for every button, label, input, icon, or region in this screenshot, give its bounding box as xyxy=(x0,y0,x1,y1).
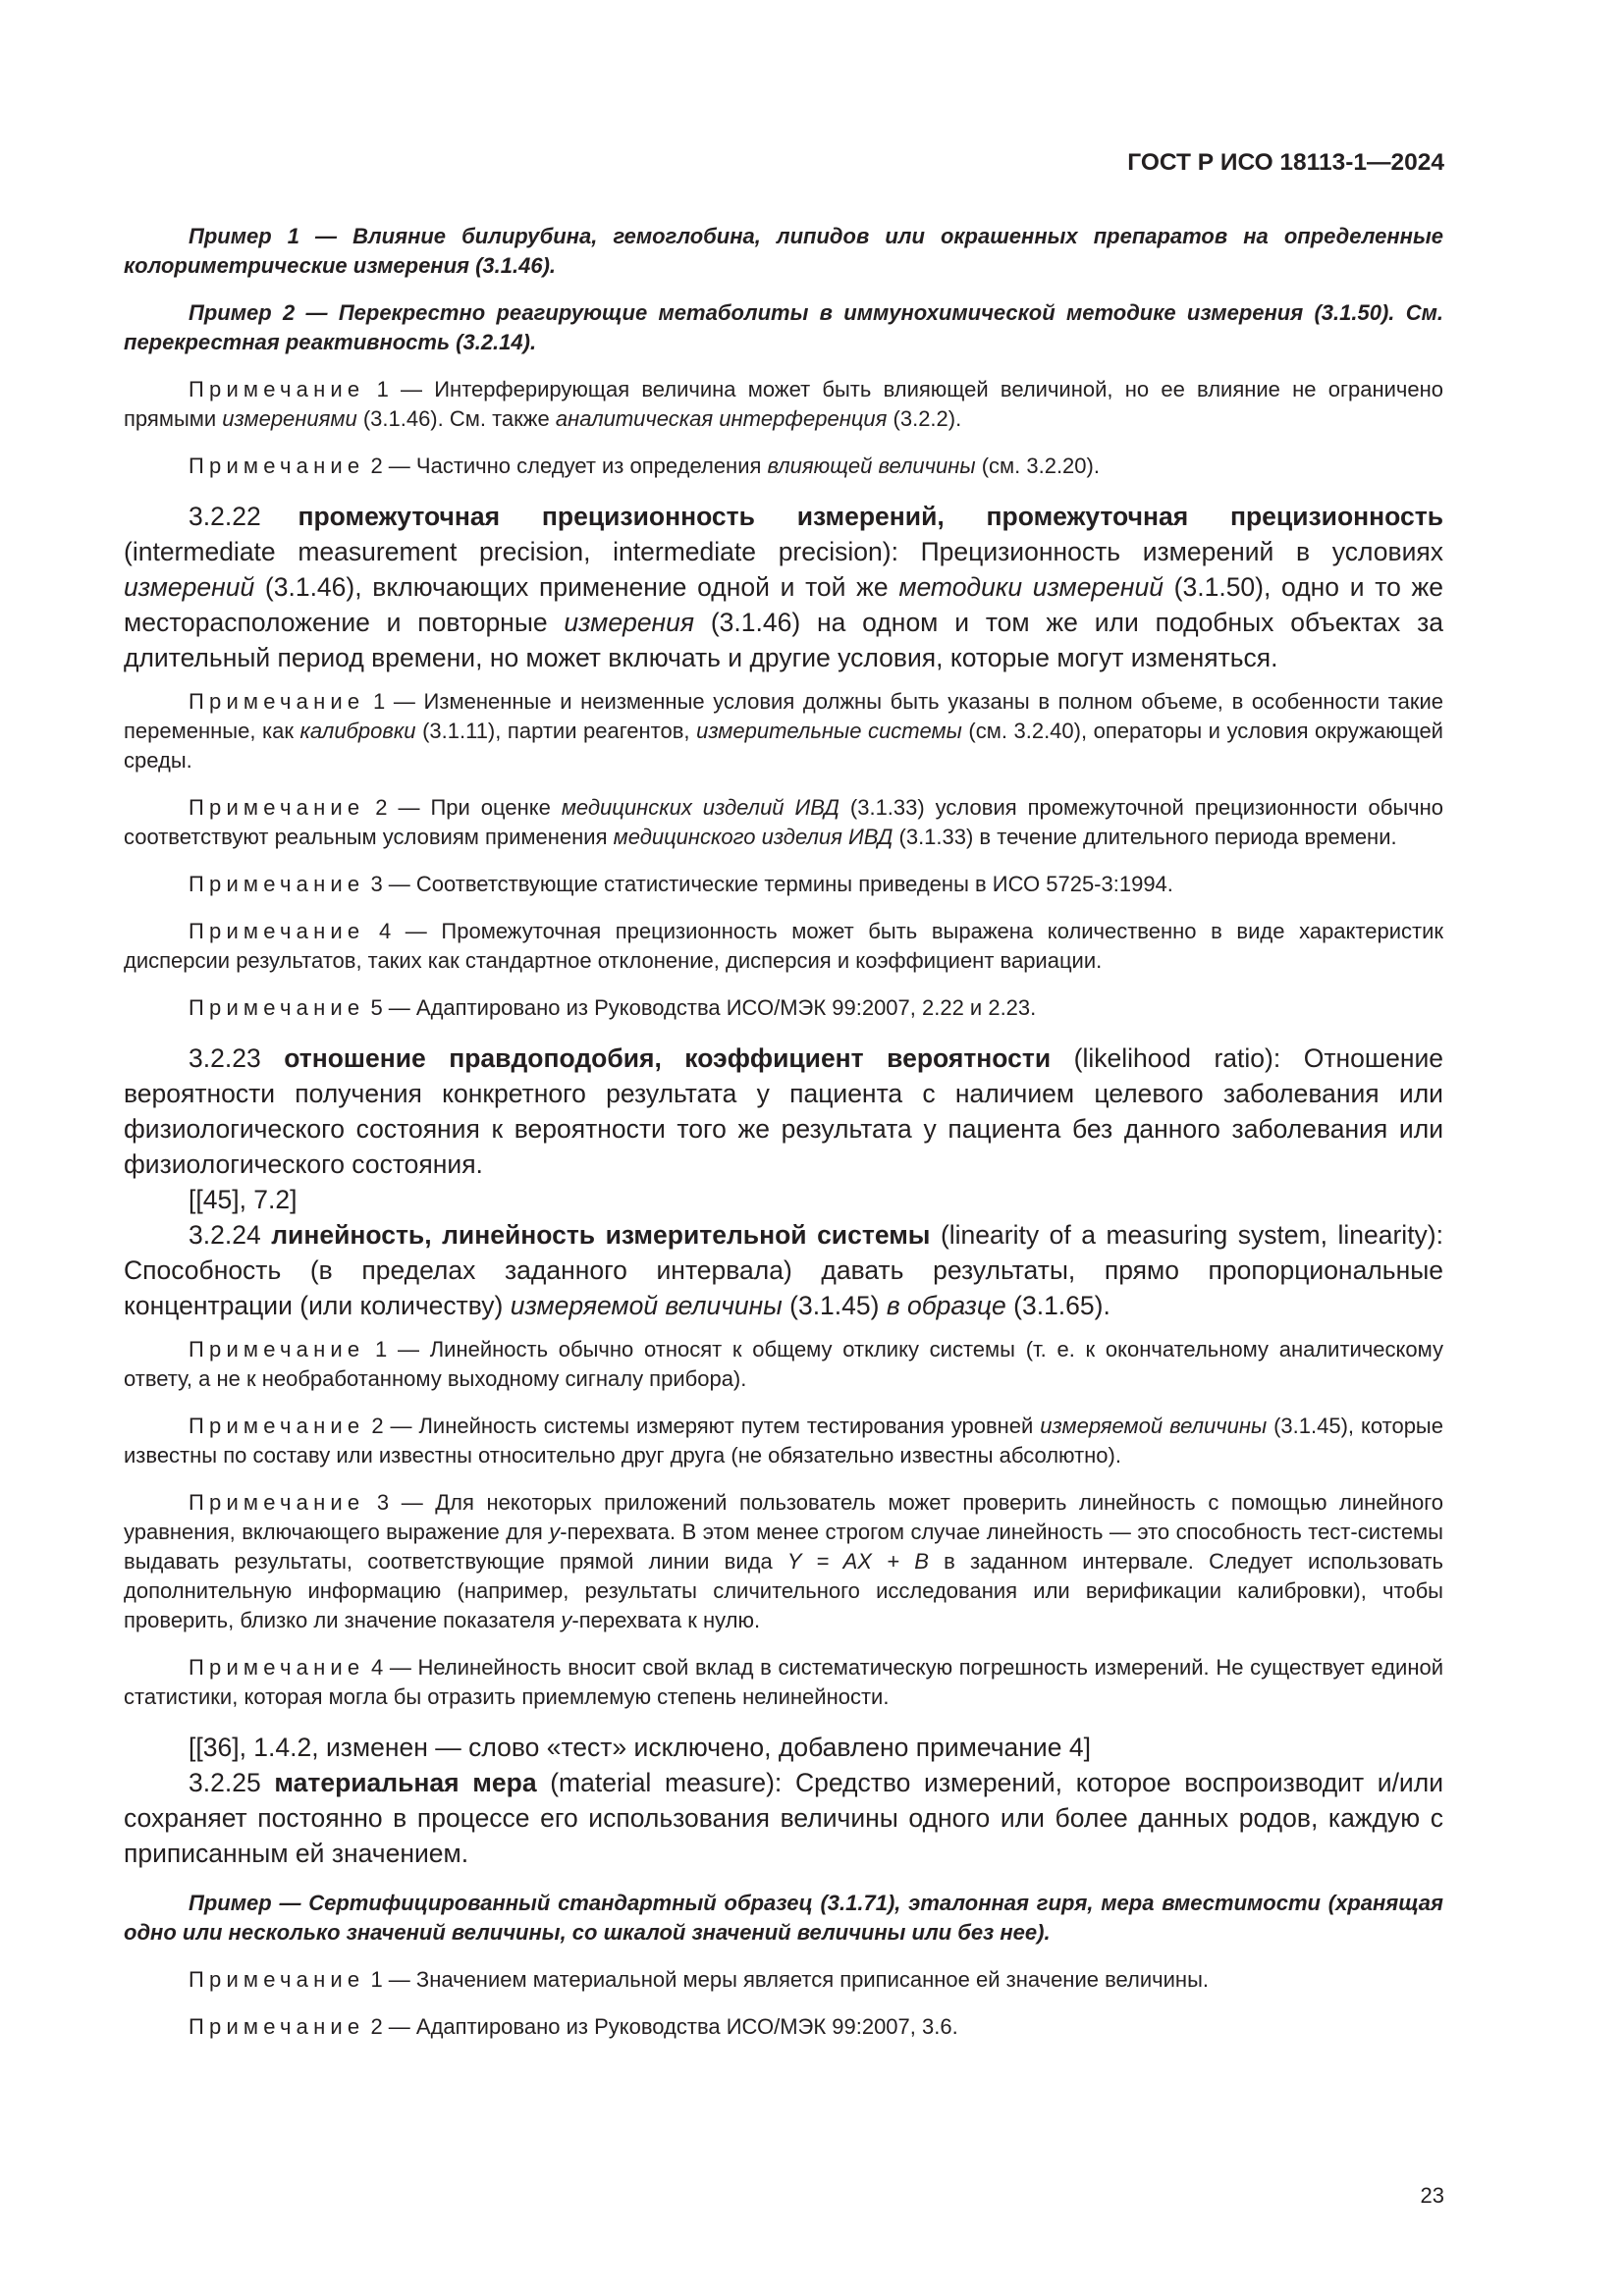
text-run: 1 — Интерферирующая величина может быть влияющей величиной, но ее влияние не ограничено прямыми xyxy=(124,377,1443,431)
text-run: 1 — Линейность обычно относят к общему отклику системы (т. е. к окончательному аналитическому ответу, а не к необработанному выходному сигналу прибора). xyxy=(124,1337,1443,1391)
text-run: (3.1.33) условия промежуточной прецизионности обычно соответствуют реальным условиям применения xyxy=(124,795,1443,849)
text-run: (3.1.11), партии реагентов, xyxy=(415,719,697,743)
text-run: Примечание xyxy=(189,377,365,401)
text-run: линейность, линейность измерительной системы xyxy=(271,1220,931,1250)
note-paragraph-n10 xyxy=(124,1488,1443,1635)
text-run: Y = AX + B xyxy=(786,1549,929,1574)
text-run: измеряемой величины xyxy=(510,1291,783,1320)
note-paragraph-n5 xyxy=(124,870,1443,899)
text-run: (3.1.50), одно и то же месторасположение и повторные xyxy=(124,572,1443,637)
note-paragraph-n13 xyxy=(124,2012,1443,2042)
text-run: 3.2.22 xyxy=(189,502,298,531)
note-paragraph-n2 xyxy=(124,452,1443,481)
text-run: 3.2.25 xyxy=(189,1768,275,1797)
text-run: 3 — Соответствующие статистические термины приведены в ИСО 5725-3:1994. xyxy=(364,872,1173,896)
note-paragraph-n1 xyxy=(124,375,1443,434)
text-run: Примечание xyxy=(189,795,365,820)
text-run: (3.1.65). xyxy=(1005,1291,1110,1320)
text-run: в заданном интервале. Следует использовать дополнительную информацию (например, результаты сличительного исследования или верификации калибровки), чтобы проверить, близко ли значение показателя xyxy=(124,1549,1443,1632)
text-run: y xyxy=(549,1520,561,1544)
text-run: (3.2.2). xyxy=(887,406,962,431)
text-run: 2 — Адаптировано из Руководства ИСО/МЭК 99:2007, 3.6. xyxy=(364,2014,958,2039)
text-run: измерений xyxy=(124,572,255,602)
text-run: (3.1.45), которые известны по составу или известны относительно друг друга (не обязательно известны абсолютно). xyxy=(124,1414,1443,1468)
text-run: Примечание xyxy=(189,1967,365,1992)
text-run: (см. 3.2.40), операторы и условия окружающей среды. xyxy=(124,719,1443,773)
text-run: Примечание xyxy=(189,1414,365,1438)
text-run: Пример — Сертифицированный стандартный образец (3.1.71), эталонная гиря, мера вместимости (хранящая одно или несколько значений величины, со шкалой значений величины или без нее). xyxy=(124,1891,1443,1945)
text-run: 2 — Частично следует из определения xyxy=(364,454,768,478)
text-run: Примечание xyxy=(189,689,365,714)
term-paragraph-r2 xyxy=(124,1730,1443,1765)
text-run: -перехвата. В этом менее строгом случае линейность — это способность тест-системы выдавать результаты, соответствующие прямой линии вида xyxy=(124,1520,1443,1574)
text-run: Примечание xyxy=(189,1655,365,1680)
text-run: 5 — Адаптировано из Руководства ИСО/МЭК 99:2007, 2.22 и 2.23. xyxy=(364,995,1037,1020)
text-run: (3.1.46), включающих применение одной и той же xyxy=(254,572,899,602)
text-run: Пример 1 — Влияние билирубина, гемоглобина, липидов или окрашенных препаратов на определенные колориметрические измерения (3.1.46). xyxy=(124,224,1443,278)
text-run: Примечание xyxy=(189,1337,365,1362)
text-run: в образце xyxy=(886,1291,1006,1320)
text-run: материальная мера xyxy=(274,1768,537,1797)
text-run: отношение правдоподобия, коэффициент вероятности xyxy=(284,1043,1052,1073)
text-run: калибровки xyxy=(299,719,416,743)
text-run: измерительные системы xyxy=(696,719,962,743)
text-run: 1 — Значением материальной меры является приписанное ей значение величины. xyxy=(364,1967,1209,1992)
term-paragraph-t3223 xyxy=(124,1041,1443,1182)
text-run: Примечание xyxy=(189,454,365,478)
note-paragraph-n9 xyxy=(124,1412,1443,1470)
note-paragraph-n4 xyxy=(124,793,1443,852)
text-run: [[36], 1.4.2, изменен — слово «тест» исключено, добавлено примечание 4] xyxy=(189,1733,1091,1762)
note-paragraph-n11 xyxy=(124,1653,1443,1712)
term-paragraph-r1 xyxy=(124,1182,1443,1217)
text-run: медицинского изделия ИВД xyxy=(613,825,893,849)
text-run: y xyxy=(561,1608,572,1632)
example-paragraph-ex2 xyxy=(124,298,1443,357)
text-run: Примечание xyxy=(189,1490,365,1515)
text-run: (material measure): Средство измерений, которое воспроизводит и/или сохраняет постоянно в процессе его использования величины одного или более данных родов, каждую с приписанным ей значением. xyxy=(124,1768,1443,1868)
text-run: Примечание xyxy=(189,995,365,1020)
text-run: (linearity of a measuring system, linearity): Способность (в пределах заданного интервала) давать результаты, прямо пропорциональные концентрации (или количеству) xyxy=(124,1220,1443,1320)
page-number: 23 xyxy=(1420,2183,1444,2208)
text-run: 3 — Для некоторых приложений пользователь может проверить линейность с помощью линейного уравнения, включающего выражение для xyxy=(124,1490,1443,1544)
example-paragraph-ex3 xyxy=(124,1889,1443,1948)
text-run: 2 — Линейность системы измеряют путем тестирования уровней xyxy=(364,1414,1041,1438)
standard-code: ГОСТ Р ИСО 18113-1—2024 xyxy=(1127,149,1444,176)
note-paragraph-n6 xyxy=(124,917,1443,976)
note-paragraph-n3 xyxy=(124,687,1443,775)
text-run: (likelihood ratio): Отношение вероятности получения конкретного результата у пациента с наличием целевого заболевания или физиологического состояния к вероятности того же результата у пациента без данного заболевания или физиологического состояния. xyxy=(124,1043,1444,1179)
text-run: 2 — При оценке xyxy=(364,795,562,820)
text-run: (3.1.45) xyxy=(782,1291,887,1320)
text-run: [[45], 7.2] xyxy=(189,1185,298,1214)
text-run: 4 — Промежуточная прецизионность может быть выражена количественно в виде характеристик дисперсии результатов, таких как стандартное отклонение, дисперсия и коэффициент вариации. xyxy=(124,919,1443,973)
text-run: промежуточная прецизионность измерений, промежуточная прецизионность xyxy=(298,502,1443,531)
text-run: 3.2.23 xyxy=(189,1043,285,1073)
example-paragraph-ex1 xyxy=(124,222,1443,281)
text-run: (3.1.46). См. также xyxy=(356,406,556,431)
text-run: медицинских изделий ИВД xyxy=(561,795,839,820)
text-run: (3.1.46) на одном и том же или подобных объектах за длительный период времени, но может включать и другие условия, которые могут изменяться. xyxy=(124,608,1443,672)
note-paragraph-n8 xyxy=(124,1335,1443,1394)
text-run: Пример 2 — Перекрестно реагирующие метаболиты в иммунохимической методике измерения (3.1.50). См. перекрестная реактивность (3.2.14). xyxy=(124,300,1443,354)
text-run: Примечание xyxy=(189,919,365,943)
term-paragraph-t3224 xyxy=(124,1217,1443,1323)
text-run: (intermediate measurement precision, intermediate precision): Прецизионность измерений в условиях xyxy=(124,537,1443,566)
text-run: измерениями xyxy=(222,406,357,431)
text-run: измерения xyxy=(564,608,695,637)
text-run: -перехвата к нулю. xyxy=(571,1608,761,1632)
text-run: (см. 3.2.20). xyxy=(975,454,1100,478)
note-paragraph-n12 xyxy=(124,1965,1443,1995)
text-run: 3.2.24 xyxy=(189,1220,272,1250)
text-run: 1 — Измененные и неизменные условия должны быть указаны в полном объеме, в особенности такие переменные, как xyxy=(124,689,1443,743)
text-run: аналитическая интерференция xyxy=(555,406,888,431)
text-run: (3.1.33) в течение длительного периода времени. xyxy=(893,825,1397,849)
text-run: методики измерений xyxy=(898,572,1164,602)
text-run: Примечание xyxy=(189,2014,365,2039)
text-run: влияющей величины xyxy=(767,454,976,478)
text-run: Примечание xyxy=(189,872,365,896)
text-run: измеряемой величины xyxy=(1040,1414,1268,1438)
term-paragraph-t3225 xyxy=(124,1765,1443,1871)
note-paragraph-n7 xyxy=(124,993,1443,1023)
text-run: 4 — Нелинейность вносит свой вклад в систематическую погрешность измерений. Не существует единой статистики, которая могла бы отразить приемлемую степень нелинейности. xyxy=(124,1655,1443,1709)
term-paragraph-t3222 xyxy=(124,499,1443,675)
document-body xyxy=(124,222,1443,2042)
